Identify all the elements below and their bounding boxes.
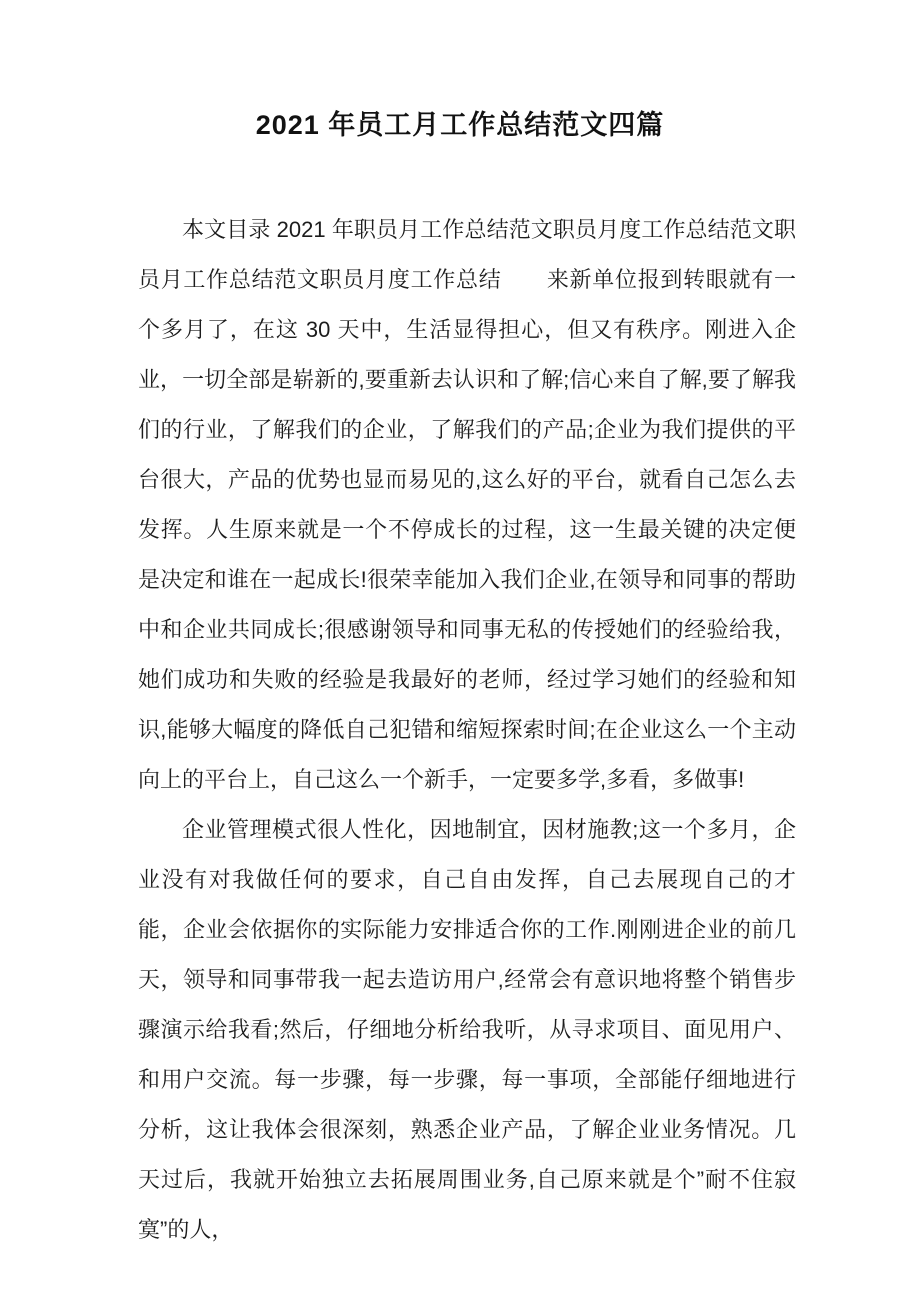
body-paragraph: 企业管理模式很人性化，因地制宜，因材施教;这一个多月，企业没有对我做任何的要求，自己自由发挥，自己去展现自己的才能，企业会依据你的实际能力安排适合你的工作.刚刚进企业的前几天，领导和同事带我一起去造访用户,经常会有意识地将整个销售步骤演示给我看;然后，仔细地分析给我听，从寻求项目、面见用户、和用户交流。每一步骤，每一步骤，每一事项，全部能仔细地进行分析，这让我体会很深刻，熟悉企业产品，了解企业业务情况。几天过后，我就开始独立去拓展周围业务,自己原来就是个”耐不住寂寞”的人， bbox=[138, 817, 796, 1242]
page-title: 2021 年员工月工作总结范文四篇 bbox=[255, 110, 665, 140]
document-body bbox=[138, 205, 796, 1255]
body-paragraph: 本文目录 2021 年职员月工作总结范文职员月度工作总结范文职员月工作总结范文职员月度工作总结 来新单位报到转眼就有一个多月了，在这 30 天中，生活显得担心，但又有秩序。刚进入企业，一切全部是崭新的,要重新去认识和了解;信心来自了解,要了解我们的行业，了解我们的企业，了解我们的产品;企业为我们提供的平台很大，产品的优势也显而易见的,这么好的平台，就看自己怎么去发挥。人生原来就是一个不停成长的过程，这一生最关键的决定便是决定和谁在一起成长!很荣幸能加入我们企业,在领导和同事的帮助中和企业共同成长;很感谢领导和同事无私的传授她们的经验给我，她们成功和失败的经验是我最好的老师，经过学习她们的经验和知识,能够大幅度的降低自己犯错和缩短探索时间;在企业这么一个主动向上的平台上，自己这么一个新手，一定要多学,多看，多做事! bbox=[138, 217, 796, 792]
